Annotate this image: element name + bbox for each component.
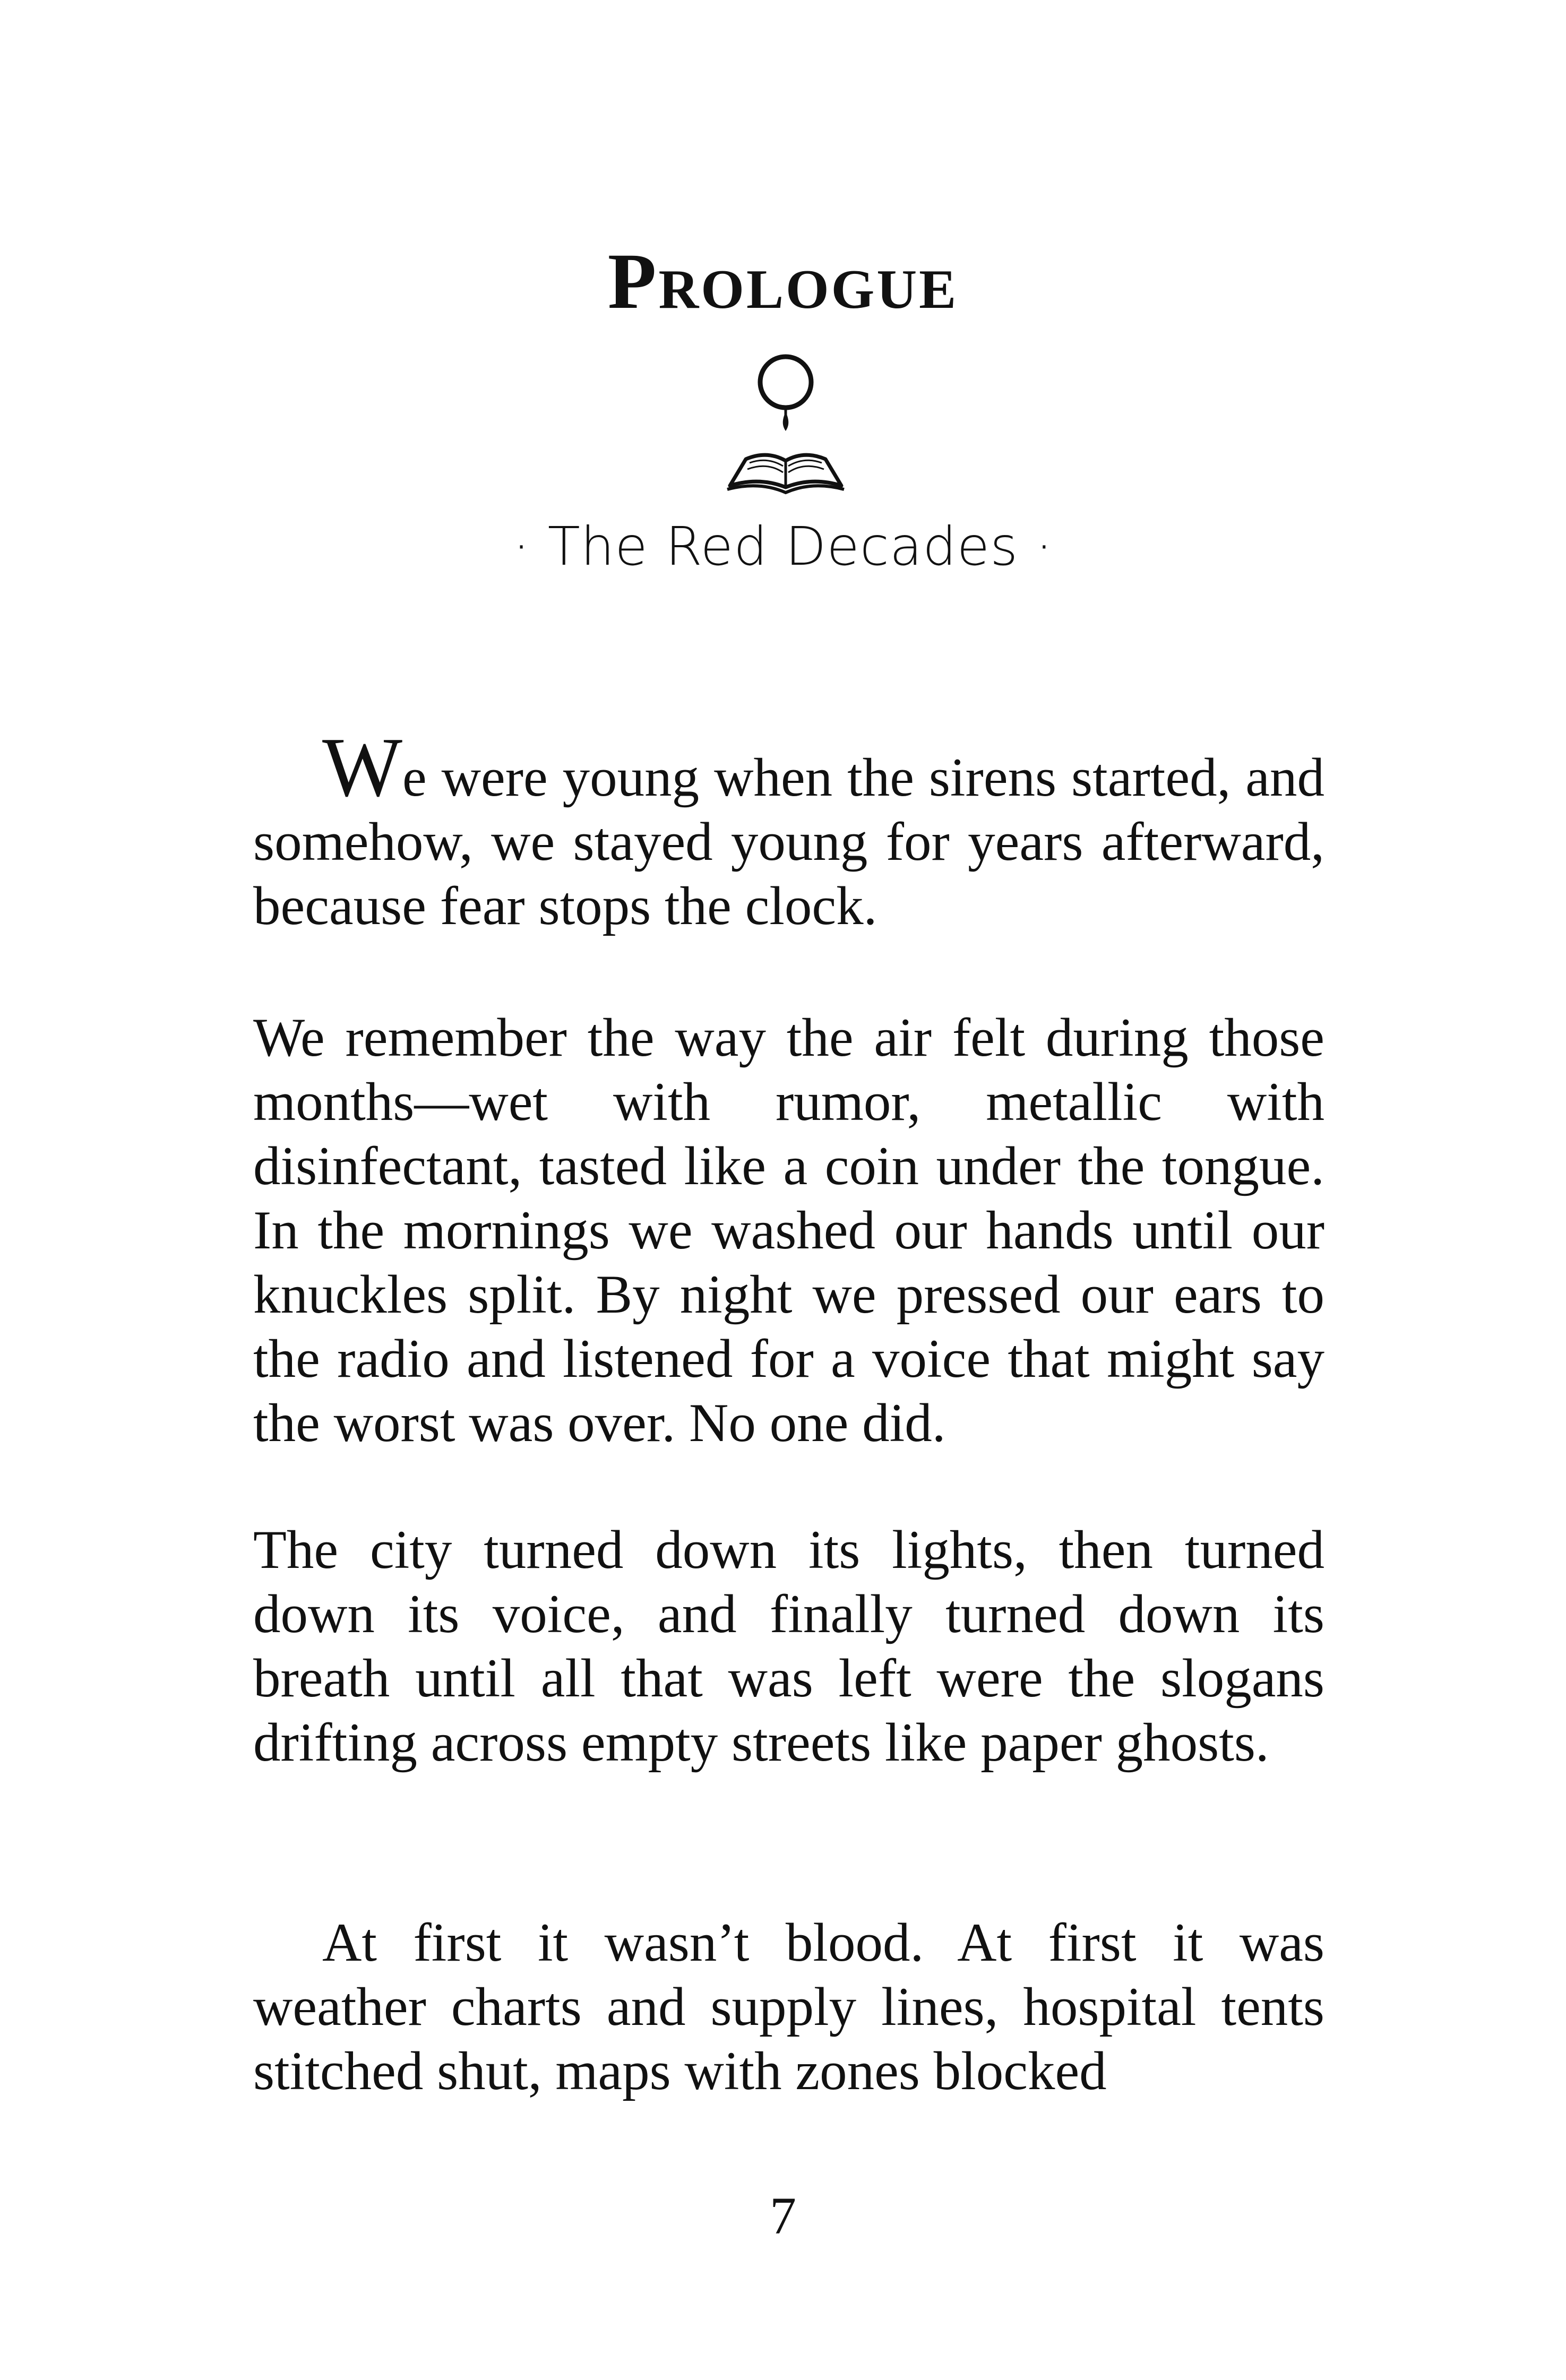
- paragraph-3: The city turned down its lights, then turned down its voice, and finally turned down its breath until all that was left were the slogans drifting across empty streets like paper ghosts.: [253, 1520, 1324, 1773]
- drop-cap: W: [322, 720, 403, 814]
- paragraph-2: We remember the way the air felt during those months—wet with rumor, metallic with disinfectant, tasted like a coin under the tongue. In the mornings we washed our hands until our knuckles split. By night we pressed our ears to the radio and listened for a voice that might say the worst was over. No one did.: [253, 1007, 1324, 1453]
- paragraph-1-text: e were young when the sirens started, and somehow, we stayed young for years afterward, because fear stops the clock.: [253, 747, 1324, 936]
- paragraph-1: [253, 720, 1324, 938]
- chapter-title: Prologue: [607, 237, 959, 325]
- paragraph-4: At first it wasn’t blood. At first it was weather charts and supply lines, hospital tents stitched shut, maps with zones blocked: [253, 1912, 1324, 2101]
- chapter-subtitle: · The Red Decades ·: [513, 515, 1053, 577]
- page-number: 7: [770, 2186, 796, 2245]
- drop-over-open-book-icon: [706, 340, 871, 504]
